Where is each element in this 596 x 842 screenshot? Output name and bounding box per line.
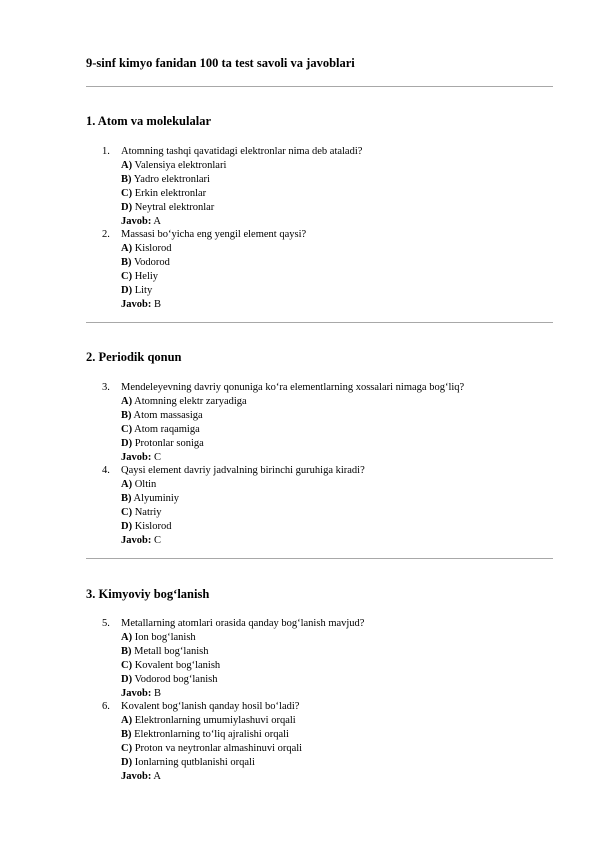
option-letter: C) [121, 742, 133, 754]
answer-value: C [153, 451, 161, 463]
answer-option [102, 645, 562, 659]
option-letter: B) [121, 492, 132, 504]
option-text: Oltin [134, 478, 157, 490]
option-letter: B) [121, 728, 132, 740]
option-text: Vodorod [133, 256, 170, 268]
answer-line [102, 451, 562, 465]
option-text: Yadro elektronlari [133, 173, 210, 185]
answer-option [102, 673, 562, 687]
answer-option [102, 742, 562, 756]
option-text: Kislorod [134, 242, 172, 254]
question-item [102, 464, 562, 547]
answer-label: Javob: [121, 534, 152, 546]
answer-label: Javob: [121, 687, 152, 699]
option-letter: D) [121, 756, 133, 768]
answer-line [102, 770, 562, 784]
option-text: Kislorod [134, 520, 172, 532]
question-text: Mendeleyevning davriy qonuniga ko‘ra elementlarning xossalari nimaga bog‘liq? [121, 382, 465, 393]
answer-value: A [153, 215, 161, 227]
answer-option [102, 242, 562, 256]
question-text: Metallarning atomlari orasida qanday bog‘lanish mavjud? [121, 618, 365, 629]
option-text: Elektronlarning umumiylashuvi orqali [134, 714, 296, 726]
answer-option [102, 256, 562, 270]
option-letter: C) [121, 659, 133, 671]
question-item [102, 145, 562, 228]
option-text: Heliy [134, 270, 159, 282]
answer-option [102, 714, 562, 728]
question-number: 6. [102, 701, 110, 712]
answer-value: B [153, 687, 161, 699]
answer-line [102, 687, 562, 701]
question-text: Qaysi element davriy jadvalning birinchi guruhiga kiradi? [121, 465, 365, 476]
section-heading: 2. Periodik qonun [86, 350, 182, 364]
option-letter: A) [121, 159, 133, 171]
answer-option [102, 659, 562, 673]
answer-option [102, 423, 562, 437]
question-item [102, 700, 562, 783]
option-text: Alyuminiy [133, 492, 180, 504]
answer-label: Javob: [121, 451, 152, 463]
option-text: Protonlar soniga [134, 437, 204, 449]
option-letter: B) [121, 173, 132, 185]
option-text: Elektronlarning to‘liq ajralishi orqali [134, 728, 289, 740]
option-text: Ionlarning qutblanishi orqali [134, 756, 255, 768]
section-heading: 1. Atom va molekulalar [86, 114, 211, 128]
question-text: Massasi bo‘yicha eng yengil element qaysi? [121, 229, 307, 240]
question-item [102, 381, 562, 464]
question-item [102, 617, 562, 700]
answer-option [102, 409, 562, 423]
answer-option [102, 492, 562, 506]
answer-option [102, 270, 562, 284]
option-text: Metall bog‘lanish [134, 645, 209, 657]
answer-option [102, 728, 562, 742]
answer-option [102, 395, 562, 409]
option-letter: A) [121, 714, 133, 726]
option-text: Kovalent bog‘lanish [134, 659, 221, 671]
answer-line [102, 534, 562, 548]
option-text: Atom raqamiga [134, 423, 200, 435]
option-letter: A) [121, 478, 133, 490]
answer-option [102, 506, 562, 520]
answer-line [102, 298, 562, 312]
option-text: Proton va neytronlar almashinuvi orqali [134, 742, 303, 754]
divider [86, 322, 553, 323]
option-letter: A) [121, 242, 133, 254]
option-letter: C) [121, 506, 133, 518]
option-letter: A) [121, 631, 133, 643]
option-letter: C) [121, 270, 133, 282]
question-text: Atomning tashqi qavatidagi elektronlar nima deb ataladi? [121, 146, 363, 157]
section-heading: 3. Kimyoviy bog‘lanish [86, 587, 210, 601]
answer-option [102, 284, 562, 298]
answer-option [102, 173, 562, 187]
option-letter: D) [121, 437, 133, 449]
question-number: 1. [102, 146, 110, 157]
question-number: 5. [102, 618, 110, 629]
divider [86, 558, 553, 559]
option-text: Vodorod bog‘lanish [134, 673, 218, 685]
option-text: Natriy [134, 506, 162, 518]
question-item [102, 228, 562, 311]
option-text: Ion bog‘lanish [134, 631, 196, 643]
question-number: 2. [102, 229, 110, 240]
page-title: 9-sinf kimyo fanidan 100 ta test savoli va javoblari [86, 56, 355, 70]
answer-value: C [153, 534, 161, 546]
answer-value: A [153, 770, 161, 782]
option-text: Erkin elektronlar [134, 187, 207, 199]
option-letter: C) [121, 423, 133, 435]
option-letter: D) [121, 284, 133, 296]
answer-option [102, 631, 562, 645]
option-letter: D) [121, 673, 133, 685]
answer-option [102, 201, 562, 215]
answer-option [102, 520, 562, 534]
option-text: Valensiya elektronlari [134, 159, 227, 171]
answer-line [102, 215, 562, 229]
question-number: 4. [102, 465, 110, 476]
answer-option [102, 159, 562, 173]
option-letter: B) [121, 409, 132, 421]
option-text: Lity [134, 284, 153, 296]
option-text: Neytral elektronlar [134, 201, 215, 213]
answer-label: Javob: [121, 215, 152, 227]
option-text: Atomning elektr zaryadiga [134, 395, 247, 407]
option-letter: D) [121, 520, 133, 532]
answer-label: Javob: [121, 770, 152, 782]
divider [86, 86, 553, 87]
answer-option [102, 187, 562, 201]
question-text: Kovalent bog‘lanish qanday hosil bo‘ladi? [121, 701, 300, 712]
answer-option [102, 437, 562, 451]
option-letter: A) [121, 395, 133, 407]
option-letter: B) [121, 256, 132, 268]
option-text: Atom massasiga [133, 409, 203, 421]
option-letter: B) [121, 645, 132, 657]
question-number: 3. [102, 382, 110, 393]
answer-option [102, 478, 562, 492]
answer-value: B [153, 298, 161, 310]
option-letter: D) [121, 201, 133, 213]
answer-label: Javob: [121, 298, 152, 310]
option-letter: C) [121, 187, 133, 199]
answer-option [102, 756, 562, 770]
